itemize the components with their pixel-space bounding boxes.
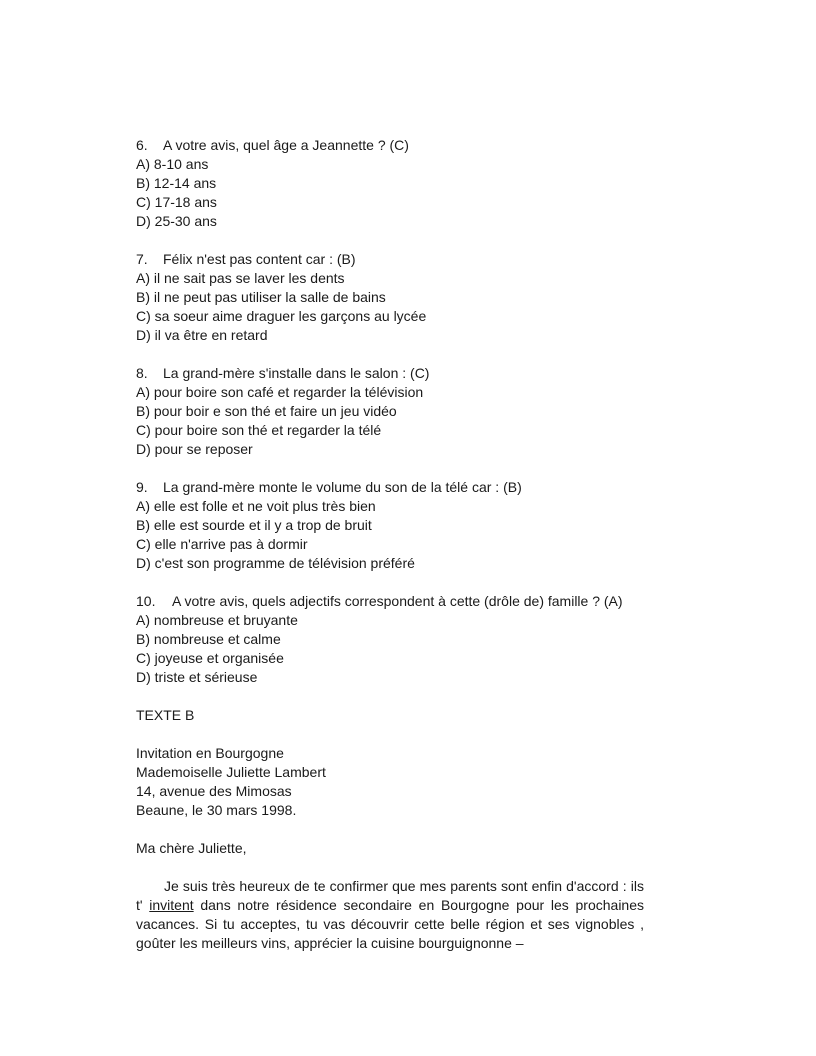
question-block <box>136 136 644 231</box>
question-line <box>136 364 644 383</box>
answer-option: B) 12-14 ans <box>136 175 217 191</box>
letter-body <box>136 877 644 953</box>
document-page <box>136 136 644 953</box>
answer-option: C) 17-18 ans <box>136 194 217 210</box>
question-block <box>136 592 644 687</box>
answer-option: A) il ne sait pas se laver les dents <box>136 270 345 286</box>
letter-heading-line: 14, avenue des Mimosas <box>136 783 292 799</box>
question-line <box>136 478 644 497</box>
question-text: Félix n'est pas content car : (B) <box>163 251 356 267</box>
letter-heading <box>136 744 644 820</box>
question-number: 10. <box>136 593 156 609</box>
letter-body-text: dans notre résidence secondaire en Bourgogne pour les prochaines vacances. Si tu acceptes, tu vas découvrir cette belle région et ses vignobles , goûter les meilleurs vins, apprécier la cuisine bourguignonne – <box>136 897 645 951</box>
answer-option: C) sa soeur aime draguer les garçons au lycée <box>136 308 427 324</box>
answer-option: C) joyeuse et organisée <box>136 650 284 666</box>
question-block <box>136 478 644 573</box>
answer-option: D) triste et sérieuse <box>136 669 258 685</box>
answer-option: B) nombreuse et calme <box>136 631 281 647</box>
answer-option: A) nombreuse et bruyante <box>136 612 298 628</box>
answer-option: A) elle est folle et ne voit plus très bien <box>136 498 376 514</box>
answer-option: C) elle n'arrive pas à dormir <box>136 536 308 552</box>
question-number: 9. <box>136 479 148 495</box>
letter-heading-line: Beaune, le 30 mars 1998. <box>136 802 297 818</box>
answer-option: A) pour boire son café et regarder la télévision <box>136 384 424 400</box>
letter-body-text: Je suis très heureux de te confirmer que mes parents sont enfin d'accord : ils t' <box>136 878 644 913</box>
answer-option: D) pour se reposer <box>136 441 253 457</box>
question-number: 7. <box>136 251 148 267</box>
question-text: A votre avis, quel âge a Jeannette ? (C) <box>163 137 409 153</box>
question-text: La grand-mère s'installe dans le salon : (C) <box>163 365 430 381</box>
answer-option: D) il va être en retard <box>136 327 268 343</box>
question-block <box>136 364 644 459</box>
question-line <box>136 250 644 269</box>
answer-option: D) 25-30 ans <box>136 213 217 229</box>
answer-option: A) 8-10 ans <box>136 156 209 172</box>
question-block <box>136 250 644 345</box>
question-line <box>136 592 644 611</box>
letter-heading-line: Mademoiselle Juliette Lambert <box>136 764 326 780</box>
letter-salutation: Ma chère Juliette, <box>136 840 247 856</box>
underlined-word: invitent <box>149 897 194 913</box>
answer-option: B) pour boir e son thé et faire un jeu vidéo <box>136 403 397 419</box>
question-text: La grand-mère monte le volume du son de la télé car : (B) <box>163 479 522 495</box>
question-text: A votre avis, quels adjectifs correspondent à cette (drôle de) famille ? (A) <box>172 593 623 609</box>
question-number: 6. <box>136 137 148 153</box>
question-number: 8. <box>136 365 148 381</box>
answer-option: B) elle est sourde et il y a trop de bruit <box>136 517 372 533</box>
section-title: TEXTE B <box>136 707 195 723</box>
answer-option: B) il ne peut pas utiliser la salle de bains <box>136 289 386 305</box>
answer-option: C) pour boire son thé et regarder la télé <box>136 422 382 438</box>
answer-option: D) c'est son programme de télévision préféré <box>136 555 415 571</box>
letter-heading-line: Invitation en Bourgogne <box>136 745 284 761</box>
question-line <box>136 136 644 155</box>
